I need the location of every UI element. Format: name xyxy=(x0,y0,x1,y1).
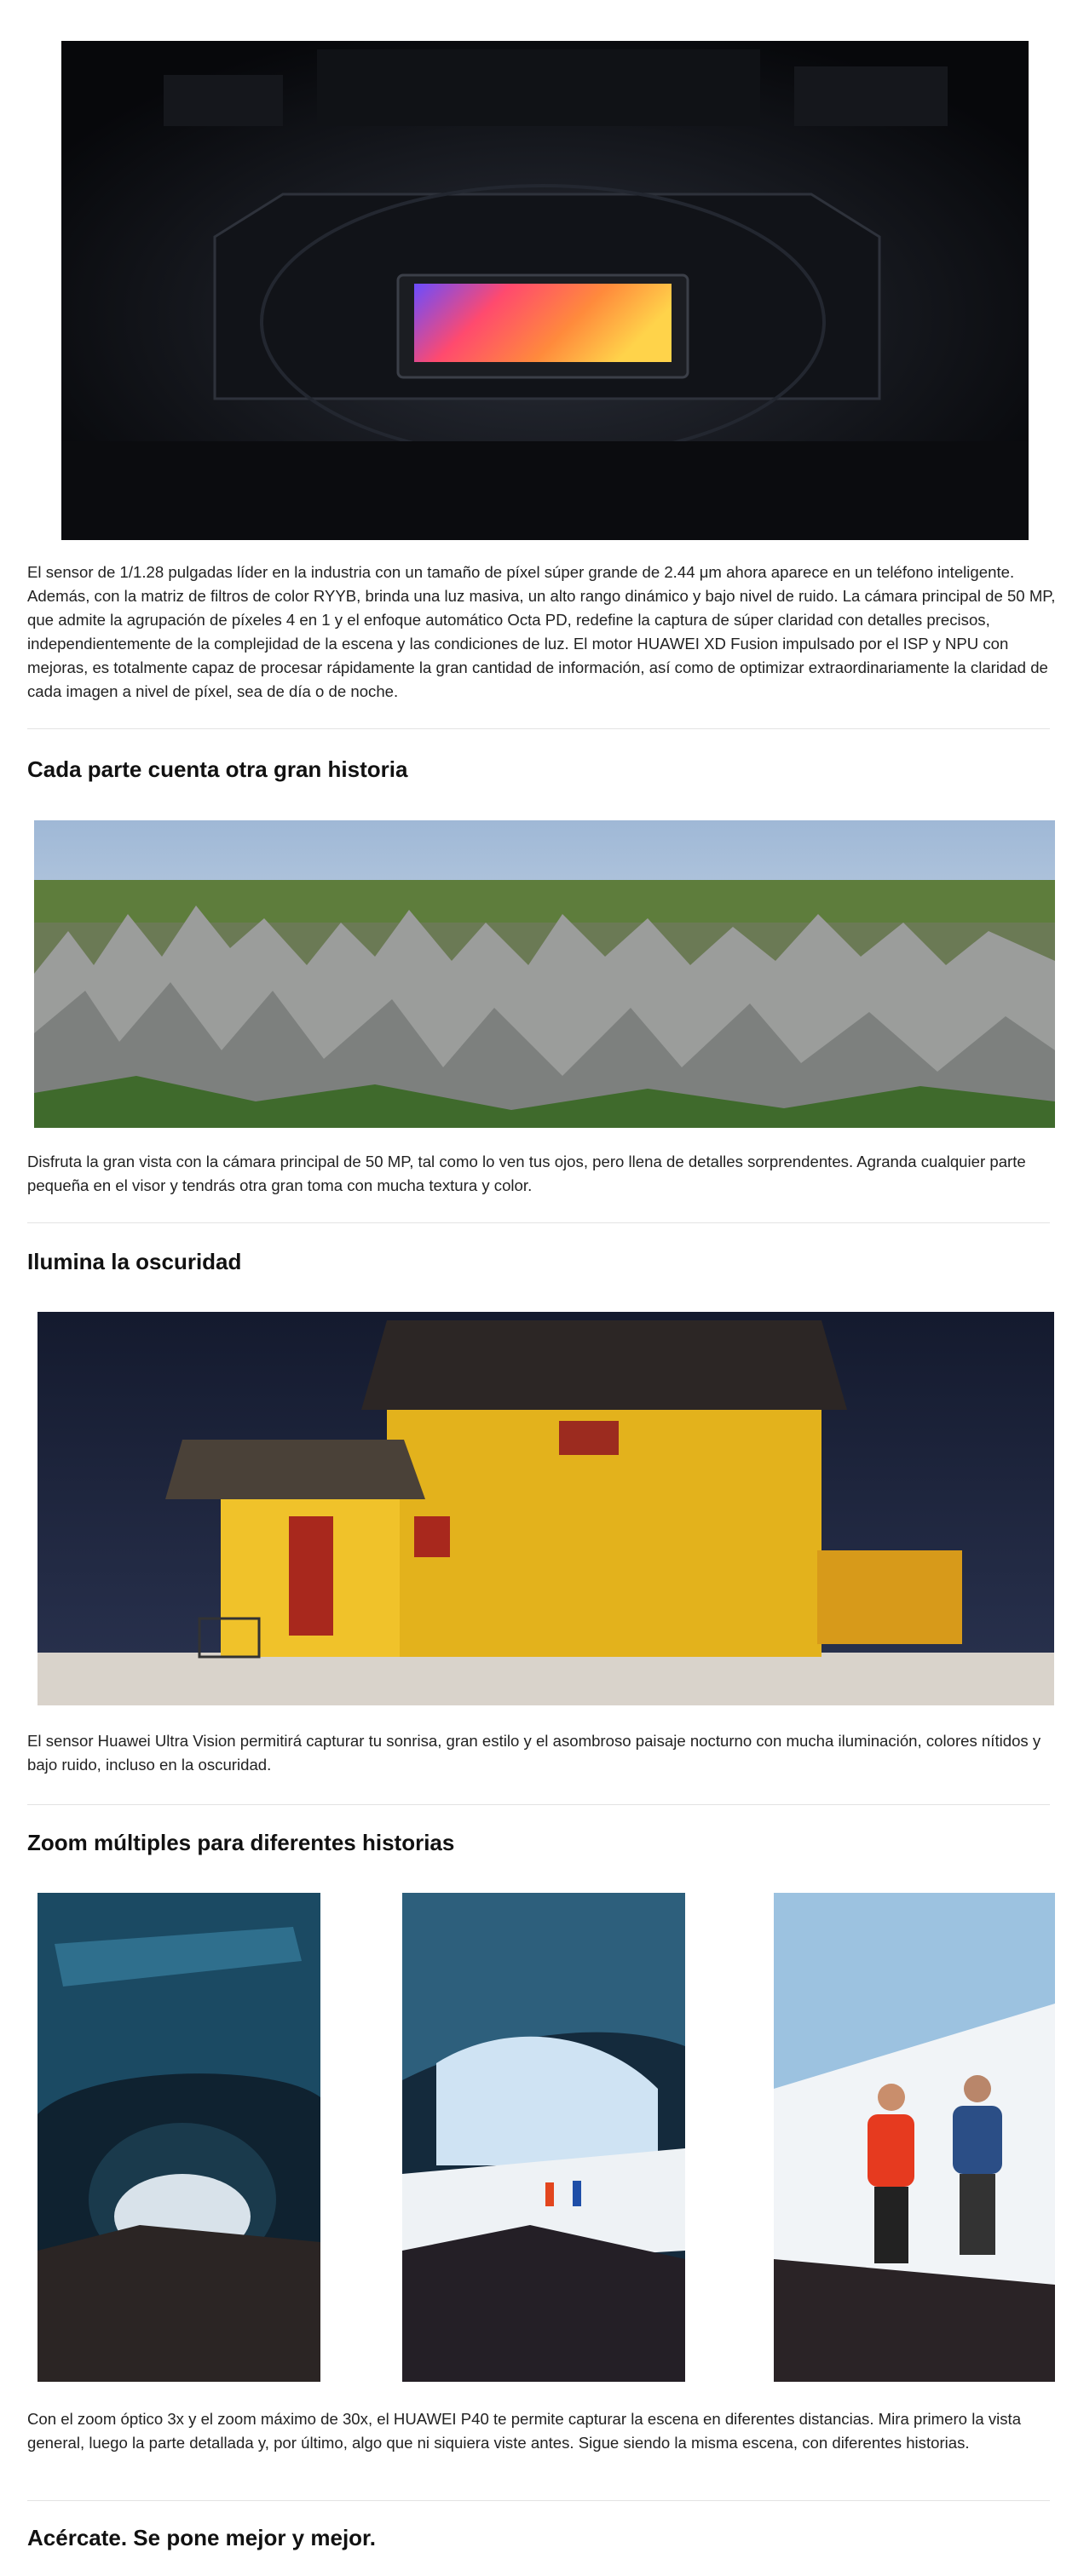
stone-forest-image xyxy=(34,820,1055,1128)
sensor-paragraph: El sensor de 1/1.28 pulgadas líder en la industria con un tamaño de píxel súper grande de 2.44 μm ahora aparece en un teléfono inteligente. Además, con la matriz de filtros de color RYYB, brinda una luz masiva, un alto rango dinámico y bajo nivel de ruido. La cámara principal de 50 MP, que admite la agrupación de píxeles 4 en 1 y el enfoque automático Octa PD, redefine la captura de súper claridad con detalles precisos, independientemente de la complejidad de la escena y las condiciones de luz. El motor HUAWEI XD Fusion impulsado por el ISP y NPU con mejoras, es totalmente capaz de procesar rápidamente la gran cantidad de información, así como de optimizar extraordinariamente la claridad de cada imagen a nivel de píxel, sea de día o de noche. xyxy=(27,563,1056,700)
section-heading-zoom: Zoom múltiples para diferentes historias xyxy=(27,1830,455,1855)
section-divider xyxy=(27,1804,1050,1805)
night-paragraph: El sensor Huawei Ultra Vision permitirá capturar tu sonrisa, gran estilo y el asombroso paisaje nocturno con mucha iluminación, colores nítidos y bajo ruido, incluso en la oscuridad. xyxy=(27,1732,1041,1774)
section-heading-closer: Acércate. Se pone mejor y mejor. xyxy=(27,2525,376,2550)
zoom-mid-image xyxy=(402,1893,685,2382)
section-divider xyxy=(27,2500,1050,2501)
zoom-tele-image xyxy=(774,1893,1055,2382)
night-house-image xyxy=(37,1312,1054,1705)
zoom-paragraph: Con el zoom óptico 3x y el zoom máximo de 30x, el HUAWEI P40 te permite capturar la escena en diferentes distancias. Mira primero la vista general, luego la parte detallada y, por último, algo que ni siquiera viste antes. Sigue siendo la misma escena, con diferentes historias. xyxy=(27,2410,1022,2452)
section-heading-night: Ilumina la oscuridad xyxy=(27,1249,242,1274)
section-heading-detail: Cada parte cuenta otra gran historia xyxy=(27,756,408,782)
section-divider xyxy=(27,1222,1050,1223)
zoom-wide-image xyxy=(37,1893,320,2382)
detail-paragraph: Disfruta la gran vista con la cámara principal de 50 MP, tal como lo ven tus ojos, pero llena de detalles sorprendentes. Agranda cualquier parte pequeña en el visor y tendrás otra gran toma con mucha textura y color. xyxy=(27,1153,1026,1194)
section-divider xyxy=(27,728,1050,729)
camera-sensor-image xyxy=(61,41,1029,540)
